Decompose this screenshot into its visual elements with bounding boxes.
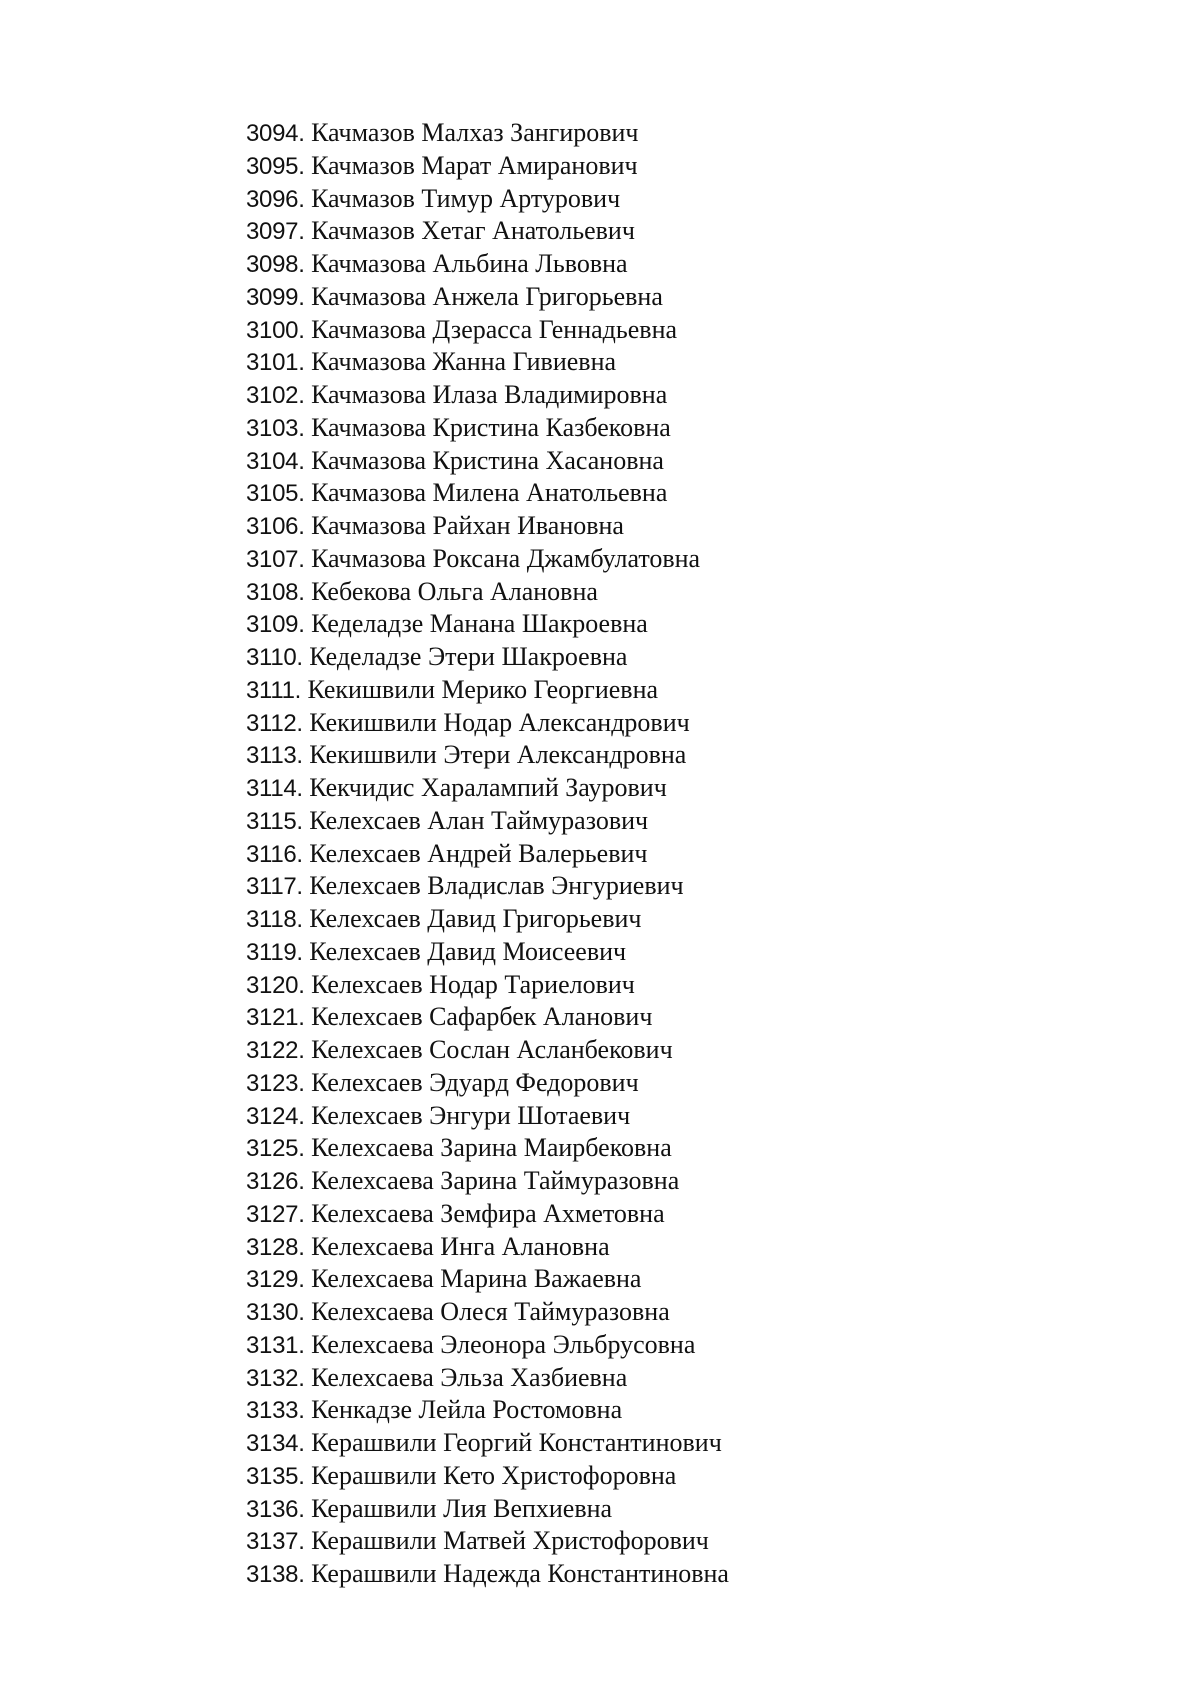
list-item — [246, 1165, 729, 1198]
entry-name: Качмазова Альбина Львовна — [311, 249, 628, 278]
entry-name: Качмазов Марат Амиранович — [311, 150, 638, 180]
entry-number: 3101. — [246, 349, 305, 377]
entry-number: 3114. — [246, 775, 303, 802]
list-item — [246, 903, 729, 936]
list-item — [246, 215, 729, 248]
entry-name: Качмазов Хетаг Анатольевич — [311, 216, 635, 246]
list-item — [246, 1558, 729, 1591]
entry-name: Кеделадзе Этери Шакроевна — [309, 642, 628, 671]
entry-name: Келехсаев Алан Таймуразович — [309, 805, 649, 835]
list-item — [246, 1329, 729, 1362]
list-item — [246, 1001, 729, 1034]
list-item — [246, 150, 729, 183]
entry-number: 3099. — [246, 283, 305, 311]
entry-number: 3138. — [246, 1561, 305, 1588]
entry-name: Келехсаев Давид Моисеевич — [309, 936, 627, 966]
entry-name: Келехсаева Эльза Хазбиевна — [311, 1362, 628, 1392]
list-item — [246, 707, 729, 740]
list-item — [246, 1132, 729, 1165]
entry-name: Келехсаев Сослан Асланбекович — [311, 1035, 673, 1064]
list-item — [246, 969, 729, 1002]
entry-name: Качмазов Малхаз Зангирович — [311, 118, 639, 147]
list-item — [246, 576, 729, 609]
entry-name: Керашвили Лия Вепхиевна — [311, 1493, 613, 1523]
entry-name: Келехсаева Зарина Таймуразовна — [311, 1166, 680, 1195]
entry-name: Качмазова Кристина Хасановна — [311, 445, 664, 475]
entry-name: Качмазова Дзерасса Геннадьевна — [311, 314, 678, 344]
entry-name: Кекишвили Нодар Александрович — [309, 707, 690, 737]
entry-number: 3112. — [246, 709, 303, 737]
list-item — [246, 641, 729, 674]
list-item — [246, 739, 729, 772]
entry-number: 3109. — [246, 611, 305, 639]
entry-number: 3117. — [246, 873, 303, 901]
entry-number: 3105. — [246, 480, 305, 508]
entry-number: 3123. — [246, 1069, 305, 1097]
entry-name: Кеделадзе Манана Шакроевна — [311, 609, 648, 639]
list-item — [246, 1034, 729, 1067]
list-item — [246, 314, 729, 347]
entry-number: 3130. — [246, 1299, 305, 1326]
entry-name: Керашвили Матвей Христофорович — [311, 1526, 709, 1556]
entry-number: 3108. — [246, 578, 305, 606]
entry-name: Келехсаева Олеся Таймуразовна — [311, 1297, 670, 1326]
list-item — [246, 346, 729, 379]
list-item — [246, 838, 729, 871]
entry-name: Келехсаев Нодар Тариелович — [311, 969, 635, 999]
entry-name: Качмазова Жанна Гивиевна — [311, 347, 617, 377]
entry-name: Качмазова Райхан Ивановна — [311, 511, 624, 540]
entry-name: Кебекова Ольга Алановна — [311, 576, 598, 606]
list-item — [246, 936, 729, 969]
entry-name: Качмазова Милена Анатольевна — [311, 478, 668, 508]
entry-number: 3129. — [246, 1266, 305, 1294]
entry-name: Качмазов Тимур Артурович — [311, 183, 621, 213]
entry-number: 3115. — [246, 807, 303, 835]
entry-name: Качмазова Илаза Владимировна — [311, 380, 668, 409]
entry-number: 3122. — [246, 1037, 305, 1064]
entry-number: 3124. — [246, 1102, 305, 1130]
list-item — [246, 281, 729, 314]
entry-number: 3096. — [246, 185, 305, 213]
entry-number: 3103. — [246, 414, 305, 442]
list-item — [246, 1100, 729, 1133]
entry-number: 3118. — [246, 906, 303, 933]
entry-number: 3104. — [246, 447, 305, 475]
entry-number: 3133. — [246, 1397, 305, 1425]
entry-name: Келехсаева Марина Важаевна — [311, 1264, 642, 1294]
list-item — [246, 1394, 729, 1427]
entry-name: Келехсаева Инга Алановна — [311, 1231, 610, 1261]
entry-number: 3095. — [246, 152, 305, 180]
list-item — [246, 1460, 729, 1493]
list-item — [246, 248, 729, 281]
entry-number: 3119. — [246, 938, 303, 966]
list-item — [246, 183, 729, 216]
entry-number: 3116. — [246, 840, 303, 868]
list-item — [246, 805, 729, 838]
list-item — [246, 477, 729, 510]
list-item — [246, 1263, 729, 1296]
entry-name: Керашвили Кето Христофоровна — [311, 1460, 677, 1490]
list-item — [246, 1427, 729, 1460]
entry-number: 3097. — [246, 218, 305, 246]
list-item — [246, 445, 729, 478]
entry-name: Керашвили Георгий Константинович — [311, 1428, 722, 1457]
entry-number: 3135. — [246, 1462, 305, 1490]
entry-number: 3107. — [246, 545, 305, 573]
entry-name: Келехсаева Зарина Маирбековна — [311, 1133, 672, 1163]
list-item — [246, 379, 729, 412]
list-item — [246, 870, 729, 903]
entry-number: 3100. — [246, 316, 305, 344]
entry-name: Келехсаев Эдуард Федорович — [311, 1067, 639, 1097]
entry-number: 3106. — [246, 513, 305, 540]
entry-name: Келехсаева Элеонора Эльбрусовна — [311, 1329, 696, 1359]
entry-number: 3121. — [246, 1004, 305, 1032]
entry-number: 3110. — [246, 644, 303, 671]
entry-number: 3111. — [246, 676, 301, 704]
list-item — [246, 1198, 729, 1231]
list-item — [246, 510, 729, 543]
entry-name: Кекишвили Мерико Георгиевна — [307, 674, 659, 704]
entry-name: Келехсаев Владислав Энгуриевич — [309, 871, 684, 901]
entry-number: 3125. — [246, 1135, 305, 1163]
entry-name: Качмазова Роксана Джамбулатовна — [311, 543, 701, 573]
list-item — [246, 543, 729, 576]
entry-number: 3120. — [246, 971, 305, 999]
entry-name: Келехсаева Земфира Ахметовна — [311, 1198, 665, 1228]
list-item — [246, 412, 729, 445]
entry-number: 3126. — [246, 1168, 305, 1195]
name-list — [246, 117, 729, 1591]
entry-name: Келехсаев Сафарбек Аланович — [311, 1002, 653, 1032]
list-item — [246, 1362, 729, 1395]
entry-number: 3131. — [246, 1331, 305, 1359]
entry-number: 3094. — [246, 120, 305, 147]
list-item — [246, 674, 729, 707]
entry-name: Келехсаев Андрей Валерьевич — [309, 838, 648, 868]
entry-number: 3098. — [246, 251, 305, 278]
entry-name: Качмазова Анжела Григорьевна — [311, 281, 663, 311]
entry-name: Кекчидис Харалампий Заурович — [309, 773, 667, 802]
entry-number: 3128. — [246, 1233, 305, 1261]
entry-name: Качмазова Кристина Казбековна — [311, 412, 671, 442]
entry-name: Керашвили Надежда Константиновна — [311, 1559, 729, 1588]
list-item — [246, 1231, 729, 1264]
list-item — [246, 1296, 729, 1329]
entry-name: Келехсаев Энгури Шотаевич — [311, 1100, 631, 1130]
list-item — [246, 1525, 729, 1558]
entry-name: Келехсаев Давид Григорьевич — [309, 904, 642, 933]
entry-name: Кекишвили Этери Александровна — [309, 740, 687, 770]
entry-number: 3132. — [246, 1364, 305, 1392]
entry-number: 3134. — [246, 1430, 305, 1457]
entry-number: 3137. — [246, 1528, 305, 1556]
entry-number: 3102. — [246, 382, 305, 409]
entry-name: Кенкадзе Лейла Ростомовна — [311, 1395, 623, 1425]
list-item — [246, 117, 729, 150]
list-item — [246, 772, 729, 805]
list-item — [246, 1493, 729, 1526]
list-item — [246, 1067, 729, 1100]
entry-number: 3136. — [246, 1495, 305, 1523]
list-item — [246, 608, 729, 641]
entry-number: 3113. — [246, 742, 303, 770]
entry-number: 3127. — [246, 1200, 305, 1228]
